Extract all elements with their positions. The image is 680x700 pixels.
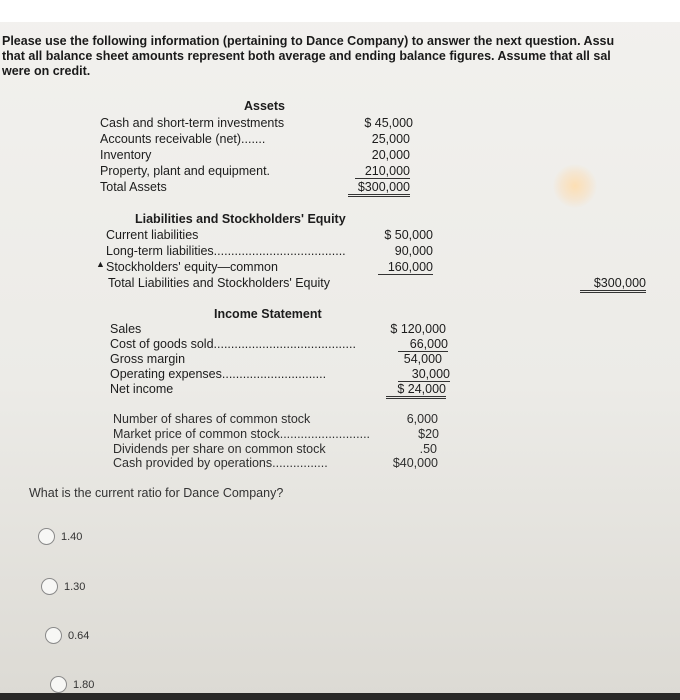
liabilities-row-label: Stockholders' equity—common [106, 260, 278, 274]
liabilities-heading: Liabilities and Stockholders' Equity [135, 212, 346, 226]
radio-button[interactable] [38, 528, 55, 545]
other-row-label: Number of shares of common stock [113, 412, 311, 426]
other-row-label: Market price of common stock.......................... [113, 427, 371, 441]
income-row-label: Cost of goods sold......................................... [110, 337, 356, 351]
income-row-label: Operating expenses.............................. [110, 367, 327, 381]
assets-row-label: Cash and short-term investments [100, 116, 285, 130]
other-row-label: Cash provided by operations................ [113, 456, 328, 470]
other-row-value: 6,000 [406, 412, 438, 426]
answer-label: 1.80 [73, 678, 95, 691]
assets-row-value: $ 45,000 [364, 116, 413, 130]
assets-row-label: Accounts receivable (net)....... [100, 132, 266, 146]
income-row-value: $ 24,000 [386, 382, 446, 399]
answer-option[interactable] [41, 578, 85, 595]
assets-row-label: Total Assets [100, 180, 167, 194]
other-row-value: $20 [418, 427, 439, 441]
other-row-value: $40,000 [392, 456, 438, 470]
liabilities-row-label: Long-term liabilities...................................... [106, 244, 346, 258]
liabilities-row-label: Total Liabilities and Stockholders' Equity [108, 276, 330, 290]
question-text: What is the current ratio for Dance Company? [29, 486, 284, 500]
assets-row-value: 25,000 [371, 132, 410, 146]
answer-option[interactable] [38, 528, 82, 545]
other-row-label: Dividends per share on common stock [113, 442, 326, 456]
liabilities-row-value: $ 50,000 [384, 228, 433, 242]
income-row-value: 54,000 [403, 352, 442, 366]
liabilities-row-value: $300,000 [580, 276, 646, 293]
assets-row-value: $300,000 [348, 180, 410, 197]
assets-row-label: Property, plant and equipment. [100, 164, 271, 178]
radio-button[interactable] [41, 578, 58, 595]
intro-line-1: Please use the following information (pertaining to Dance Company) to answer the next question. Assu [2, 34, 615, 48]
intro-line-2: that all balance sheet amounts represent both average and ending balance figures. Assume that all sal [2, 49, 611, 63]
income-row-label: Sales [110, 322, 142, 336]
answer-label: 1.30 [64, 580, 86, 593]
assets-row-label: Inventory [100, 148, 152, 162]
income-row-value: 66,000 [398, 337, 448, 352]
answer-option[interactable] [45, 627, 89, 644]
top-margin [0, 0, 680, 22]
income-row-label: Gross margin [110, 352, 186, 366]
other-row-value: .50 [419, 442, 437, 456]
assets-row-value: 20,000 [371, 148, 410, 162]
liabilities-row-value: 160,000 [378, 260, 433, 275]
answer-label: 0.64 [68, 629, 90, 642]
liabilities-row-value: 90,000 [394, 244, 433, 258]
radio-button[interactable] [50, 676, 67, 693]
screen-bottom-edge [0, 693, 680, 700]
income-row-value: $ 120,000 [390, 322, 446, 336]
answer-label: 1.40 [61, 530, 83, 543]
income-row-label: Net income [110, 382, 174, 396]
light-glare [553, 164, 597, 208]
income-heading: Income Statement [214, 307, 322, 321]
assets-heading: Assets [244, 99, 285, 113]
answer-option[interactable] [50, 676, 94, 693]
liabilities-row-label: Current liabilities [106, 228, 199, 242]
radio-button[interactable] [45, 627, 62, 644]
income-row-value: 30,000 [398, 367, 450, 382]
assets-row-value: 210,000 [355, 164, 410, 179]
cursor-arrow-icon: ▲ [96, 259, 105, 269]
intro-line-3: were on credit. [2, 64, 91, 78]
